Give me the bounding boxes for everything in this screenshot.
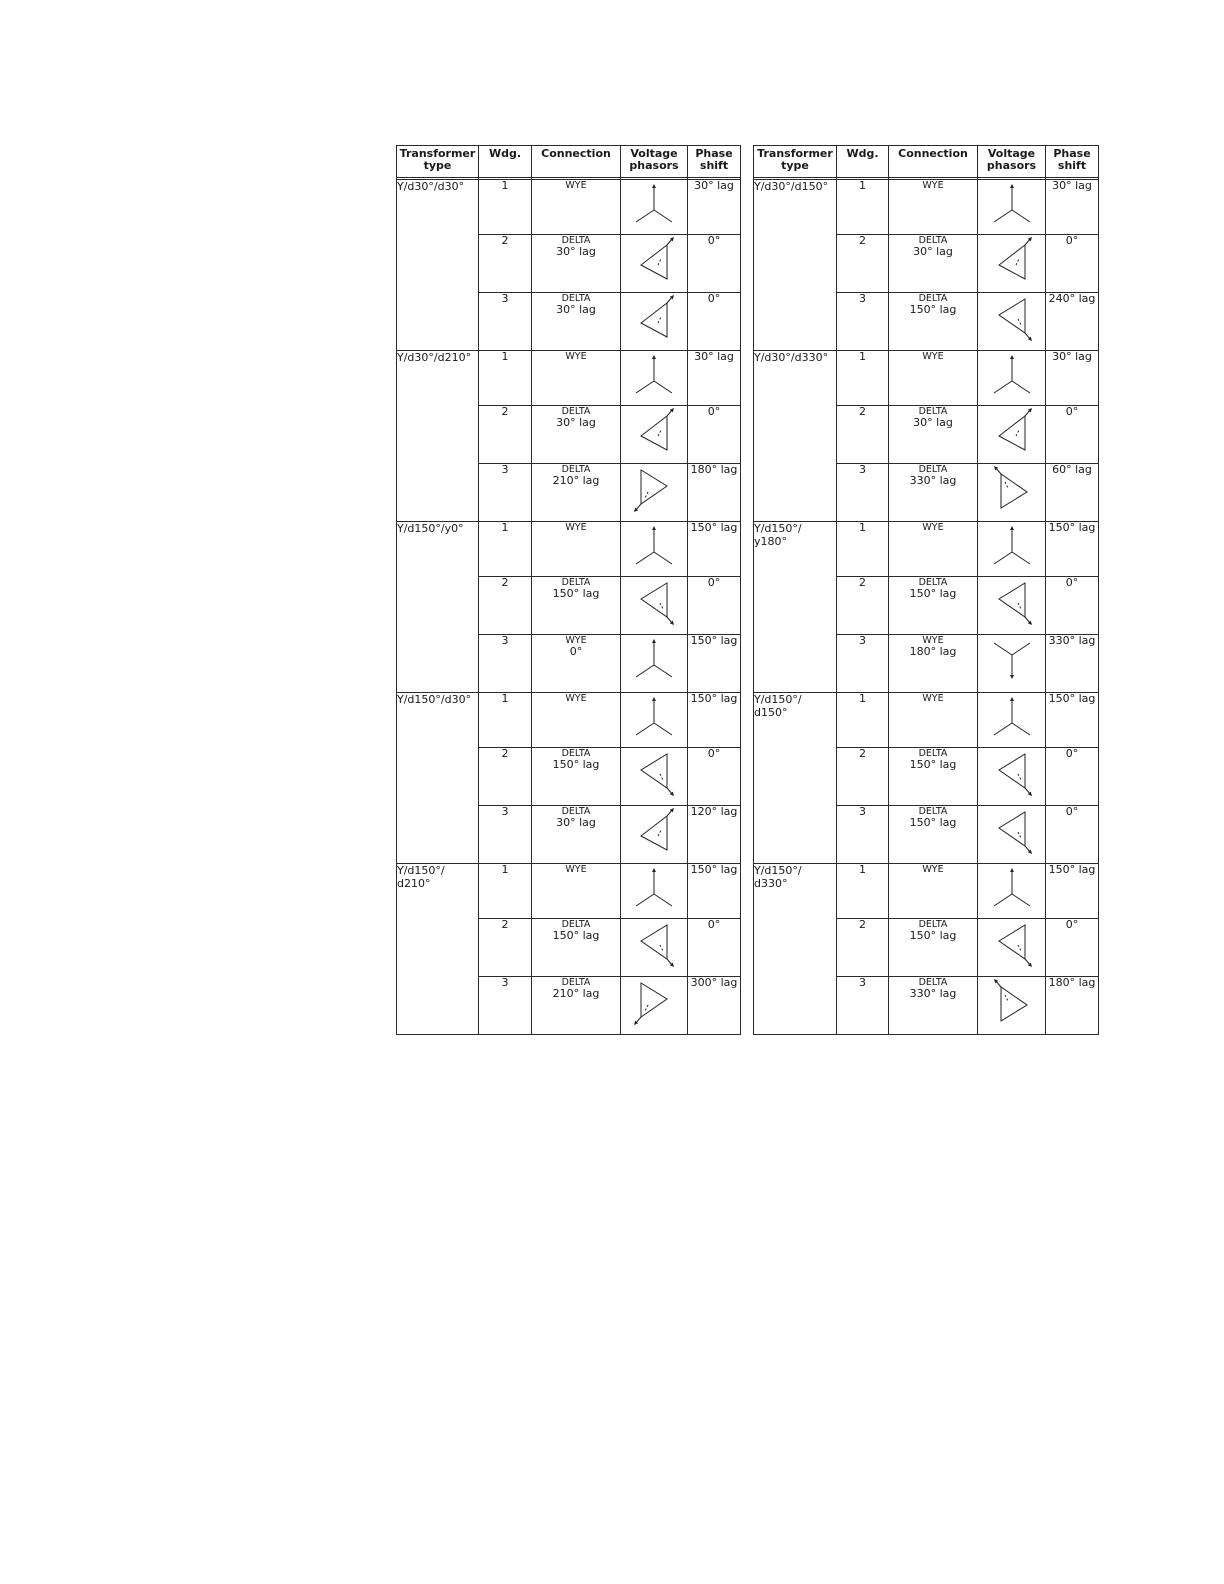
winding-cell: 3: [837, 977, 889, 1035]
connection-type: DELTA: [561, 235, 591, 246]
connection-cell: [532, 577, 621, 635]
delta-left-se-icon: [985, 748, 1039, 796]
phase-shift-table-right: [753, 145, 1099, 1035]
connection-type: DELTA: [918, 577, 948, 588]
connection-angle: 150° lag: [552, 929, 600, 942]
connection-cell: [889, 864, 978, 919]
winding-cell: 1: [479, 522, 532, 577]
voltage-phasor-cell: [621, 406, 688, 464]
phase-shift-cell: 0°: [1046, 919, 1099, 977]
table-row: [754, 864, 1099, 919]
voltage-phasor-cell: [978, 748, 1046, 806]
delta-left-ne-icon: [627, 293, 681, 341]
winding-cell: 3: [479, 806, 532, 864]
connection-type: WYE: [565, 635, 587, 646]
voltage-phasor-cell: [621, 635, 688, 693]
winding-cell: 2: [479, 235, 532, 293]
connection-angle: 30° lag: [556, 303, 596, 316]
wye-up-icon: [627, 864, 681, 912]
table-row: [397, 180, 741, 235]
delta-left-ne-icon: [985, 235, 1039, 283]
winding-cell: 1: [837, 351, 889, 406]
connection-angle: 30° lag: [556, 245, 596, 258]
phase-shift-cell: 150° lag: [688, 693, 741, 748]
delta-left-se-icon: [627, 577, 681, 625]
phase-shift-cell: 180° lag: [1046, 977, 1099, 1035]
winding-cell: 3: [479, 635, 532, 693]
connection-type: DELTA: [561, 977, 591, 988]
voltage-phasor-cell: [978, 180, 1046, 235]
connection-cell: [532, 235, 621, 293]
table-row: [397, 351, 741, 406]
connection-cell: [889, 522, 978, 577]
header-connection: Connection: [889, 146, 978, 178]
winding-cell: 2: [479, 748, 532, 806]
connection-angle: 330° lag: [909, 987, 957, 1000]
voltage-phasor-cell: [621, 577, 688, 635]
winding-cell: 2: [837, 577, 889, 635]
winding-cell: 1: [479, 864, 532, 919]
connection-type: DELTA: [561, 293, 591, 304]
voltage-phasor-cell: [978, 577, 1046, 635]
connection-cell: [889, 748, 978, 806]
connection-cell: [889, 635, 978, 693]
delta-left-ne-icon: [627, 806, 681, 854]
winding-cell: 1: [837, 522, 889, 577]
phase-shift-cell: 30° lag: [688, 180, 741, 235]
connection-type: DELTA: [561, 919, 591, 930]
phase-shift-cell: 60° lag: [1046, 464, 1099, 522]
delta-left-se-icon: [985, 919, 1039, 967]
delta-left-se-icon: [627, 919, 681, 967]
transformer-type-cell: Y/d30°/d210°: [397, 351, 479, 522]
connection-type: DELTA: [918, 464, 948, 475]
connection-cell: [889, 180, 978, 235]
phase-shift-cell: 240° lag: [1046, 293, 1099, 351]
connection-type: WYE: [922, 351, 944, 362]
phase-shift-cell: 150° lag: [1046, 693, 1099, 748]
connection-angle: 30° lag: [556, 816, 596, 829]
connection-angle: 0°: [569, 645, 583, 658]
transformer-type-cell: Y/d150°/d30°: [397, 693, 479, 864]
winding-cell: 2: [837, 235, 889, 293]
winding-cell: 2: [837, 748, 889, 806]
phase-shift-cell: 0°: [688, 293, 741, 351]
connection-angle: 210° lag: [552, 987, 600, 1000]
connection-type: DELTA: [918, 748, 948, 759]
wye-up-icon: [985, 864, 1039, 912]
connection-cell: [889, 351, 978, 406]
voltage-phasor-cell: [621, 235, 688, 293]
connection-type: DELTA: [918, 406, 948, 417]
winding-cell: 3: [479, 293, 532, 351]
wye-up-icon: [985, 693, 1039, 741]
phase-shift-cell: 150° lag: [688, 522, 741, 577]
winding-cell: 2: [837, 919, 889, 977]
connection-cell: [532, 806, 621, 864]
connection-type: WYE: [565, 864, 587, 875]
table-row: [754, 180, 1099, 235]
connection-type: DELTA: [561, 806, 591, 817]
phase-shift-cell: 0°: [688, 919, 741, 977]
header-voltage-phasors: Voltage phasors: [621, 146, 688, 178]
voltage-phasor-cell: [978, 977, 1046, 1035]
phase-shift-cell: 30° lag: [1046, 351, 1099, 406]
phase-shift-cell: 0°: [1046, 235, 1099, 293]
voltage-phasor-cell: [621, 351, 688, 406]
connection-angle: 150° lag: [909, 587, 957, 600]
winding-cell: 1: [479, 180, 532, 235]
phase-shift-cell: 0°: [688, 748, 741, 806]
transformer-type-cell: Y/d150°/ d210°: [397, 864, 479, 1035]
connection-cell: [889, 406, 978, 464]
header-phase-shift: Phase shift: [688, 146, 741, 178]
phase-shift-cell: 180° lag: [688, 464, 741, 522]
connection-type: WYE: [922, 635, 944, 646]
connection-angle: 150° lag: [909, 816, 957, 829]
wye-up-icon: [627, 635, 681, 683]
winding-cell: 2: [479, 577, 532, 635]
connection-type: DELTA: [561, 464, 591, 475]
connection-cell: [889, 293, 978, 351]
connection-angle: 330° lag: [909, 474, 957, 487]
delta-left-se-icon: [985, 293, 1039, 341]
connection-type: WYE: [565, 693, 587, 704]
wye-up-icon: [627, 351, 681, 399]
table-row: [754, 522, 1099, 577]
connection-type: WYE: [922, 864, 944, 875]
connection-type: DELTA: [918, 293, 948, 304]
delta-left-ne-icon: [627, 406, 681, 454]
connection-cell: [532, 351, 621, 406]
winding-cell: 2: [479, 406, 532, 464]
winding-cell: 3: [837, 464, 889, 522]
phase-shift-cell: 150° lag: [1046, 522, 1099, 577]
connection-angle: 30° lag: [913, 416, 953, 429]
voltage-phasor-cell: [621, 806, 688, 864]
connection-cell: [889, 806, 978, 864]
phase-shift-cell: 0°: [1046, 806, 1099, 864]
phase-shift-cell: 30° lag: [1046, 180, 1099, 235]
transformer-type-cell: Y/d150°/ y180°: [754, 522, 837, 693]
connection-cell: [532, 180, 621, 235]
connection-cell: [532, 977, 621, 1035]
voltage-phasor-cell: [978, 806, 1046, 864]
voltage-phasor-cell: [621, 977, 688, 1035]
delta-left-ne-icon: [627, 235, 681, 283]
winding-cell: 1: [837, 180, 889, 235]
phase-shift-cell: 120° lag: [688, 806, 741, 864]
wye-up-icon: [985, 180, 1039, 228]
phase-shift-table-left: [396, 145, 741, 1035]
transformer-type-cell: Y/d30°/d30°: [397, 180, 479, 351]
phase-shift-cell: 0°: [688, 406, 741, 464]
transformer-type-cell: Y/d150°/ d330°: [754, 864, 837, 1035]
wye-up-icon: [627, 180, 681, 228]
voltage-phasor-cell: [621, 522, 688, 577]
table-row: [754, 693, 1099, 748]
voltage-phasor-cell: [621, 919, 688, 977]
phase-shift-cell: 0°: [688, 577, 741, 635]
voltage-phasor-cell: [978, 351, 1046, 406]
connection-cell: [889, 235, 978, 293]
voltage-phasor-cell: [978, 235, 1046, 293]
connection-angle: 30° lag: [556, 416, 596, 429]
connection-cell: [532, 864, 621, 919]
connection-type: WYE: [565, 522, 587, 533]
voltage-phasor-cell: [621, 464, 688, 522]
connection-cell: [532, 522, 621, 577]
connection-type: DELTA: [918, 235, 948, 246]
voltage-phasor-cell: [621, 748, 688, 806]
wye-up-icon: [627, 693, 681, 741]
connection-type: WYE: [565, 351, 587, 362]
winding-cell: 1: [837, 864, 889, 919]
voltage-phasor-cell: [621, 693, 688, 748]
transformer-type-cell: Y/d30°/d150°: [754, 180, 837, 351]
connection-type: DELTA: [918, 977, 948, 988]
header-transformer-type: Transformer type: [754, 146, 837, 178]
connection-type: WYE: [922, 522, 944, 533]
voltage-phasor-cell: [978, 919, 1046, 977]
header-connection: Connection: [532, 146, 621, 178]
voltage-phasor-cell: [978, 693, 1046, 748]
transformer-type-cell: Y/d150°/y0°: [397, 522, 479, 693]
connection-cell: [532, 464, 621, 522]
voltage-phasor-cell: [978, 522, 1046, 577]
connection-angle: 30° lag: [913, 245, 953, 258]
winding-cell: 1: [479, 693, 532, 748]
phase-shift-cell: 0°: [688, 235, 741, 293]
phase-shift-cell: 150° lag: [688, 635, 741, 693]
voltage-phasor-cell: [621, 180, 688, 235]
winding-cell: 1: [479, 351, 532, 406]
connection-type: DELTA: [918, 919, 948, 930]
header-winding: Wdg.: [837, 146, 889, 178]
phase-shift-cell: 300° lag: [688, 977, 741, 1035]
delta-right-nw-icon: [985, 977, 1039, 1025]
phase-shift-cell: 0°: [1046, 577, 1099, 635]
connection-cell: [889, 464, 978, 522]
header-transformer-type: Transformer type: [397, 146, 479, 178]
connection-cell: [532, 635, 621, 693]
connection-type: DELTA: [561, 748, 591, 759]
wye-up-icon: [985, 522, 1039, 570]
delta-right-sw-icon: [627, 464, 681, 512]
phase-shift-cell: 150° lag: [688, 864, 741, 919]
connection-cell: [889, 693, 978, 748]
voltage-phasor-cell: [978, 464, 1046, 522]
winding-cell: 3: [837, 806, 889, 864]
transformer-type-cell: Y/d30°/d330°: [754, 351, 837, 522]
delta-right-nw-icon: [985, 464, 1039, 512]
delta-left-se-icon: [985, 806, 1039, 854]
table-row: [397, 522, 741, 577]
winding-cell: 2: [837, 406, 889, 464]
connection-angle: 150° lag: [909, 758, 957, 771]
table-row: [397, 693, 741, 748]
header-row: [397, 146, 741, 178]
phase-shift-cell: 0°: [1046, 748, 1099, 806]
connection-angle: 150° lag: [552, 587, 600, 600]
table-row: [397, 864, 741, 919]
winding-cell: 2: [479, 919, 532, 977]
delta-right-sw-icon: [627, 977, 681, 1025]
delta-left-se-icon: [627, 748, 681, 796]
connection-angle: 150° lag: [909, 929, 957, 942]
voltage-phasor-cell: [621, 864, 688, 919]
voltage-phasor-cell: [978, 864, 1046, 919]
connection-type: WYE: [565, 180, 587, 191]
header-winding: Wdg.: [479, 146, 532, 178]
connection-angle: 210° lag: [552, 474, 600, 487]
connection-type: DELTA: [918, 806, 948, 817]
winding-cell: 3: [837, 635, 889, 693]
delta-left-ne-icon: [985, 406, 1039, 454]
wye-up-icon: [627, 522, 681, 570]
phase-shift-cell: 0°: [1046, 406, 1099, 464]
voltage-phasor-cell: [978, 406, 1046, 464]
connection-angle: 180° lag: [909, 645, 957, 658]
phase-shift-cell: 30° lag: [688, 351, 741, 406]
header-phase-shift: Phase shift: [1046, 146, 1099, 178]
voltage-phasor-cell: [978, 293, 1046, 351]
voltage-phasor-cell: [621, 293, 688, 351]
delta-left-se-icon: [985, 577, 1039, 625]
connection-cell: [532, 693, 621, 748]
transformer-type-cell: Y/d150°/ d150°: [754, 693, 837, 864]
connection-cell: [532, 293, 621, 351]
connection-angle: 150° lag: [552, 758, 600, 771]
connection-angle: 150° lag: [909, 303, 957, 316]
header-row: [754, 146, 1099, 178]
phase-shift-cell: 330° lag: [1046, 635, 1099, 693]
connection-cell: [532, 748, 621, 806]
wye-up-icon: [985, 351, 1039, 399]
connection-type: DELTA: [561, 406, 591, 417]
connection-type: WYE: [922, 693, 944, 704]
wye-down-icon: [985, 635, 1039, 683]
table-row: [754, 351, 1099, 406]
phase-shift-cell: 150° lag: [1046, 864, 1099, 919]
connection-cell: [532, 919, 621, 977]
winding-cell: 3: [479, 464, 532, 522]
header-voltage-phasors: Voltage phasors: [978, 146, 1046, 178]
connection-cell: [889, 919, 978, 977]
winding-cell: 1: [837, 693, 889, 748]
winding-cell: 3: [479, 977, 532, 1035]
winding-cell: 3: [837, 293, 889, 351]
connection-cell: [889, 577, 978, 635]
connection-cell: [889, 977, 978, 1035]
connection-cell: [532, 406, 621, 464]
voltage-phasor-cell: [978, 635, 1046, 693]
connection-type: WYE: [922, 180, 944, 191]
connection-type: DELTA: [561, 577, 591, 588]
